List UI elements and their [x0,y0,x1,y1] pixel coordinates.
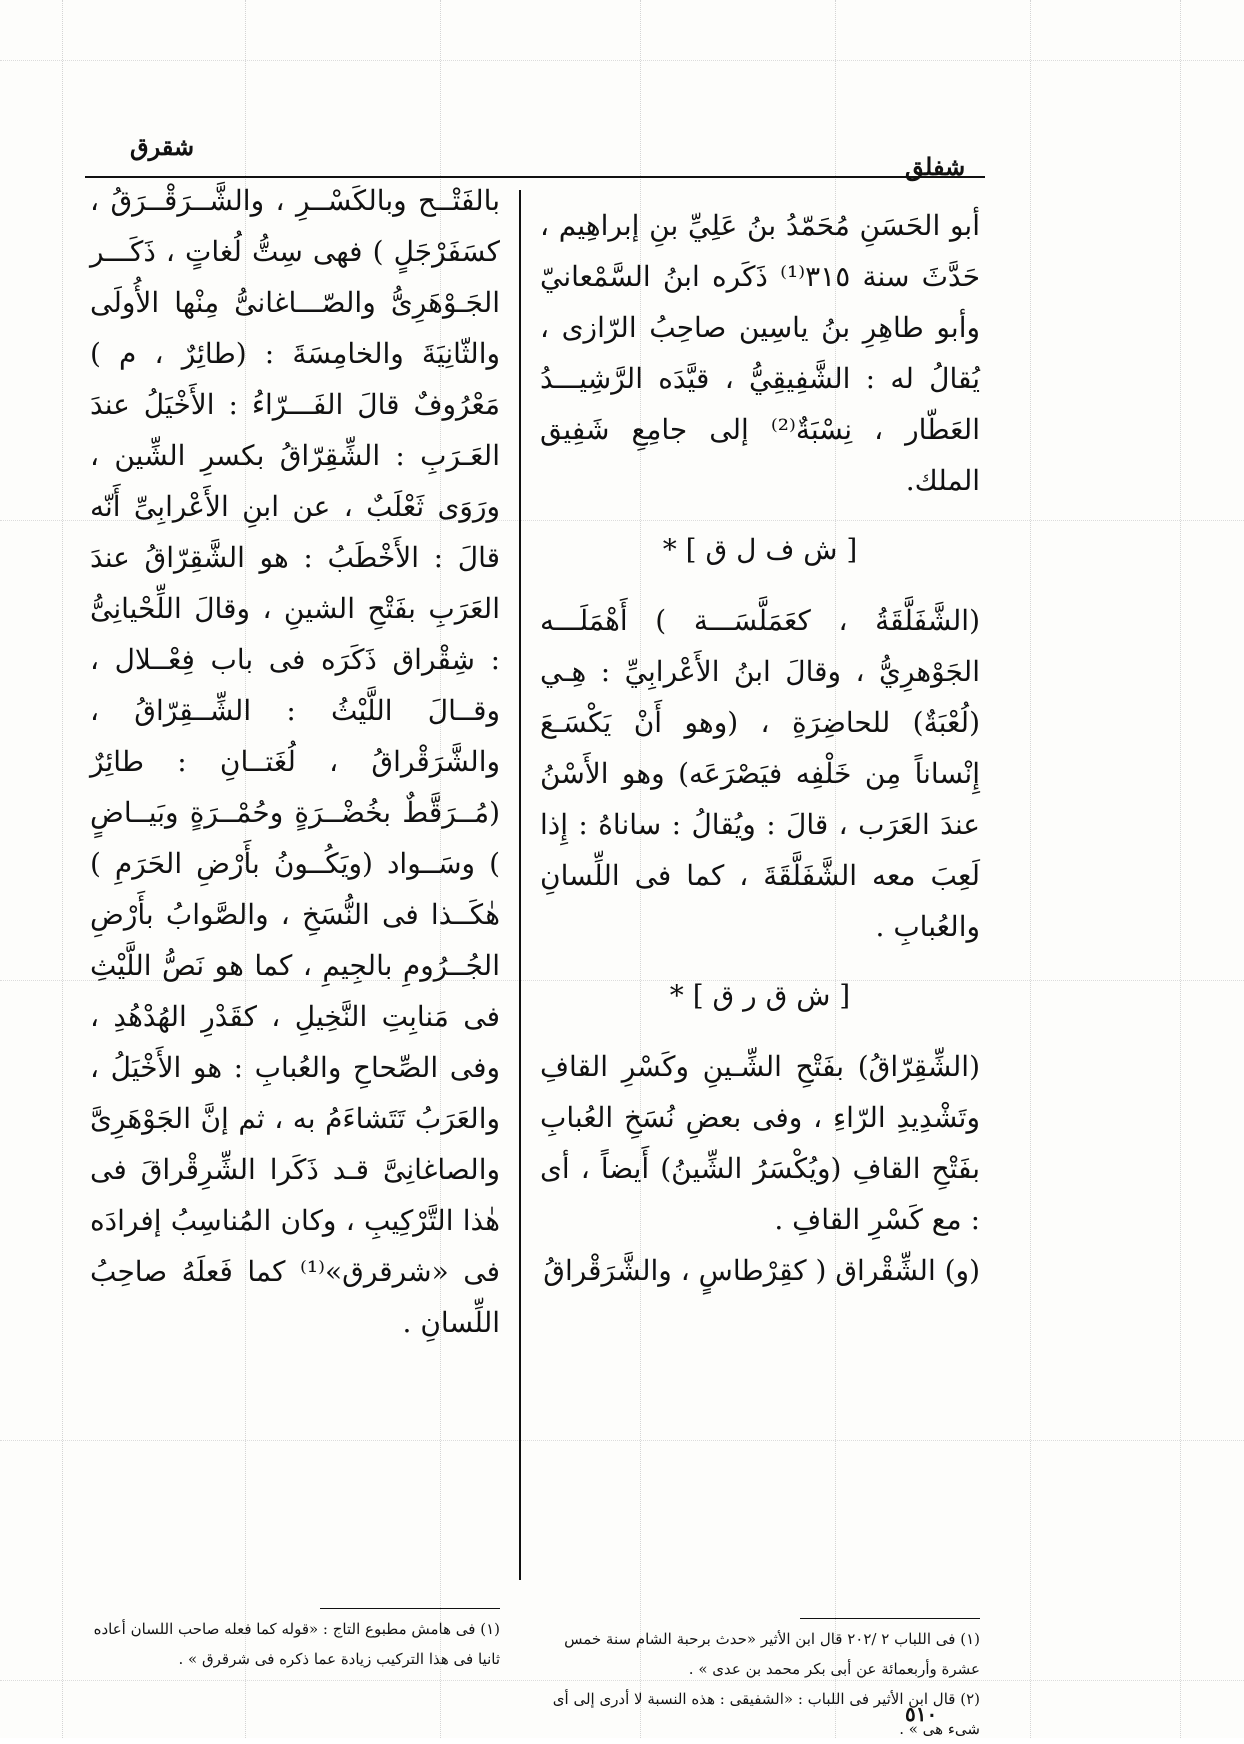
scan-guide-line [62,0,63,1738]
running-head-left: شقرق [130,132,195,161]
scan-guide-line [0,60,1244,61]
footnotes-left [90,1614,500,1674]
right-column [540,200,980,1296]
scan-guide-line [1180,0,1181,1738]
entry-paragraph: (الشَّفَلَّقَةُ ، كعَمَلَّسَـــة ) أَهْمَلَـــه الجَوْهرِيُّ ، وقالَ ابنُ الأَعْرابِيِّ : هِـي (لُعْبَةٌ) للحاضِرَةِ ، (وهو أَنْ يَكْسَـعَ إِنْساناً مِن خَلْفِه فيَصْرَعَه) وهو الأَسْنُ عندَ العَرَب ، قالَ : ويُقالُ : ساناهُ : إِذا لَعِبَ معه الشَّفَلَّقَةَ ، كما فى اللِّسانِ والعُبابِ . [540,604,980,943]
footnote: (٢) قال ابن الأثير فى اللباب : «الشفيقى : هذه النسبة لا أدرى إلى أى شىء هى » . [552,1690,980,1738]
left-column [90,175,500,1348]
page-number: ٥١٠ [905,1702,938,1726]
footnote: (١) فى اللباب ٢ /٢٠٢ قال ابن الأثير «حدث برحبة الشام سنة خمس عشرة وأربعمائة عن أبى بكر محمد بن عدى » . [564,1630,980,1678]
column-divider [519,190,521,1580]
footnotes-right [540,1624,980,1744]
entry-paragraph: بالفَتْــح وبالكَسْــرِ ، والشَّــرَقْــرَقُ ، كسَفَرْجَلٍ ) فهى سِتُّ لُغاتٍ ، ذَكَـــر الجَـوْهَرِىُّ والصّـــاغانىُّ مِنْها الأُولَى والثّانِيَةَ والخامِسَةَ : (طائِرٌ ، م ) مَعْرُوفٌ قالَ الفَـــرّاءُ : الأَخْيَلُ عندَ العَـرَبِ : الشِّقِرّاقُ بكسرِ الشِّين ، ورَوَى ثَعْلَبٌ ، عن ابنِ الأَعْرابِىِّ أَنّه قالَ : الأَخْطَبُ : هو الشَّقِرّاقُ عندَ العَرَبِ بفَتْحِ الشينِ ، وقالَ اللِّحْيانِىُّ : شِقْراق ذَكَرَه فى باب فِعْــلال ، وقــالَ اللَّيْثُ : الشِّــقِرّاقُ ، والشَّرَقْراقُ ، لُغَتــانِ : طائِرٌ (مُــرَقَّطٌ بخُضْــرَةٍ وحُمْــرَةٍ وبَيــاضٍ ) وسَــواد (ويَكُــونُ بأَرْضِ الحَرَمِ ) هٰكَــذا فى النُّسَخِ ، والصَّوابُ بأَرْضِ الجُــرُومِ بالجِيمِ ، كما هو نَصُّ اللَّيْثِ فى مَنابِتِ النَّخِيلِ ، كقَدْرِ الهُدْهُدِ ، وفى الصِّحاحِ والعُبابِ : هو الأَخْيَلُ ، والعَرَبُ تَتَشاءَمُ به ، ثم إنَّ الجَوْهَرِىَّ والصاغانِىَّ قـد ذَكَرا الشِّرِقْراقَ فى هٰذا التَّرْكِيبِ ، وكان المُناسِبُ إفرادَه فى «شرقرق»⁽¹⁾ كما فَعلَهُ صاحِبُ اللِّسانِ . [90,184,500,1339]
running-head-right: شفلق [905,152,966,181]
entry-paragraph: أبو الحَسَنِ مُحَمّدُ بنُ عَلِيِّ بنِ إبراهِيم ، حَدَّثَ سنة ٣١٥⁽¹⁾ ذَكَره ابنُ السَّمْعانيّ وأبو طاهِرِ بنُ ياسِين صاحِبُ الرّازى ، يُقالُ له : الشَّفِيقِيُّ ، قيَّدَه الرَّشِيـــدُ العَطّار ، نِسْبَةٌ⁽²⁾ إلى جامِعِ شَفِيق الملك. [540,209,981,497]
scan-guide-line [0,1440,1244,1441]
entry-heading-shflq: [ ش ف ل ق ] * [662,533,858,566]
footnote-rule-left [320,1608,500,1609]
scan-guide-line [1030,0,1031,1738]
entry-paragraph: (و) الشِّقْراق ( كقِرْطاسٍ ، والشَّرَقْراقُ [543,1254,980,1287]
footnote-rule-right [800,1618,980,1619]
footnote: (١) فى هامش مطبوع التاج : «قوله كما فعله صاحب اللسان أعاده ثانيا فى هذا التركيب زيادة عما ذكره فى شرقرق » . [93,1620,500,1668]
entry-heading-shqrq: [ ش ق ر ق ] * [669,979,851,1012]
entry-paragraph: (الشِّقِرّاقُ) بفَتْحِ الشِّـينِ وكَسْرِ القافِ وتَشْدِيدِ الرّاءِ ، وفى بعضِ نُسَخِ العُبابِ بفَتْحِ القافِ (ويُكْسَرُ الشِّينُ) أَيضاً ، أى : مع كَسْرِ القافِ . [540,1050,980,1236]
